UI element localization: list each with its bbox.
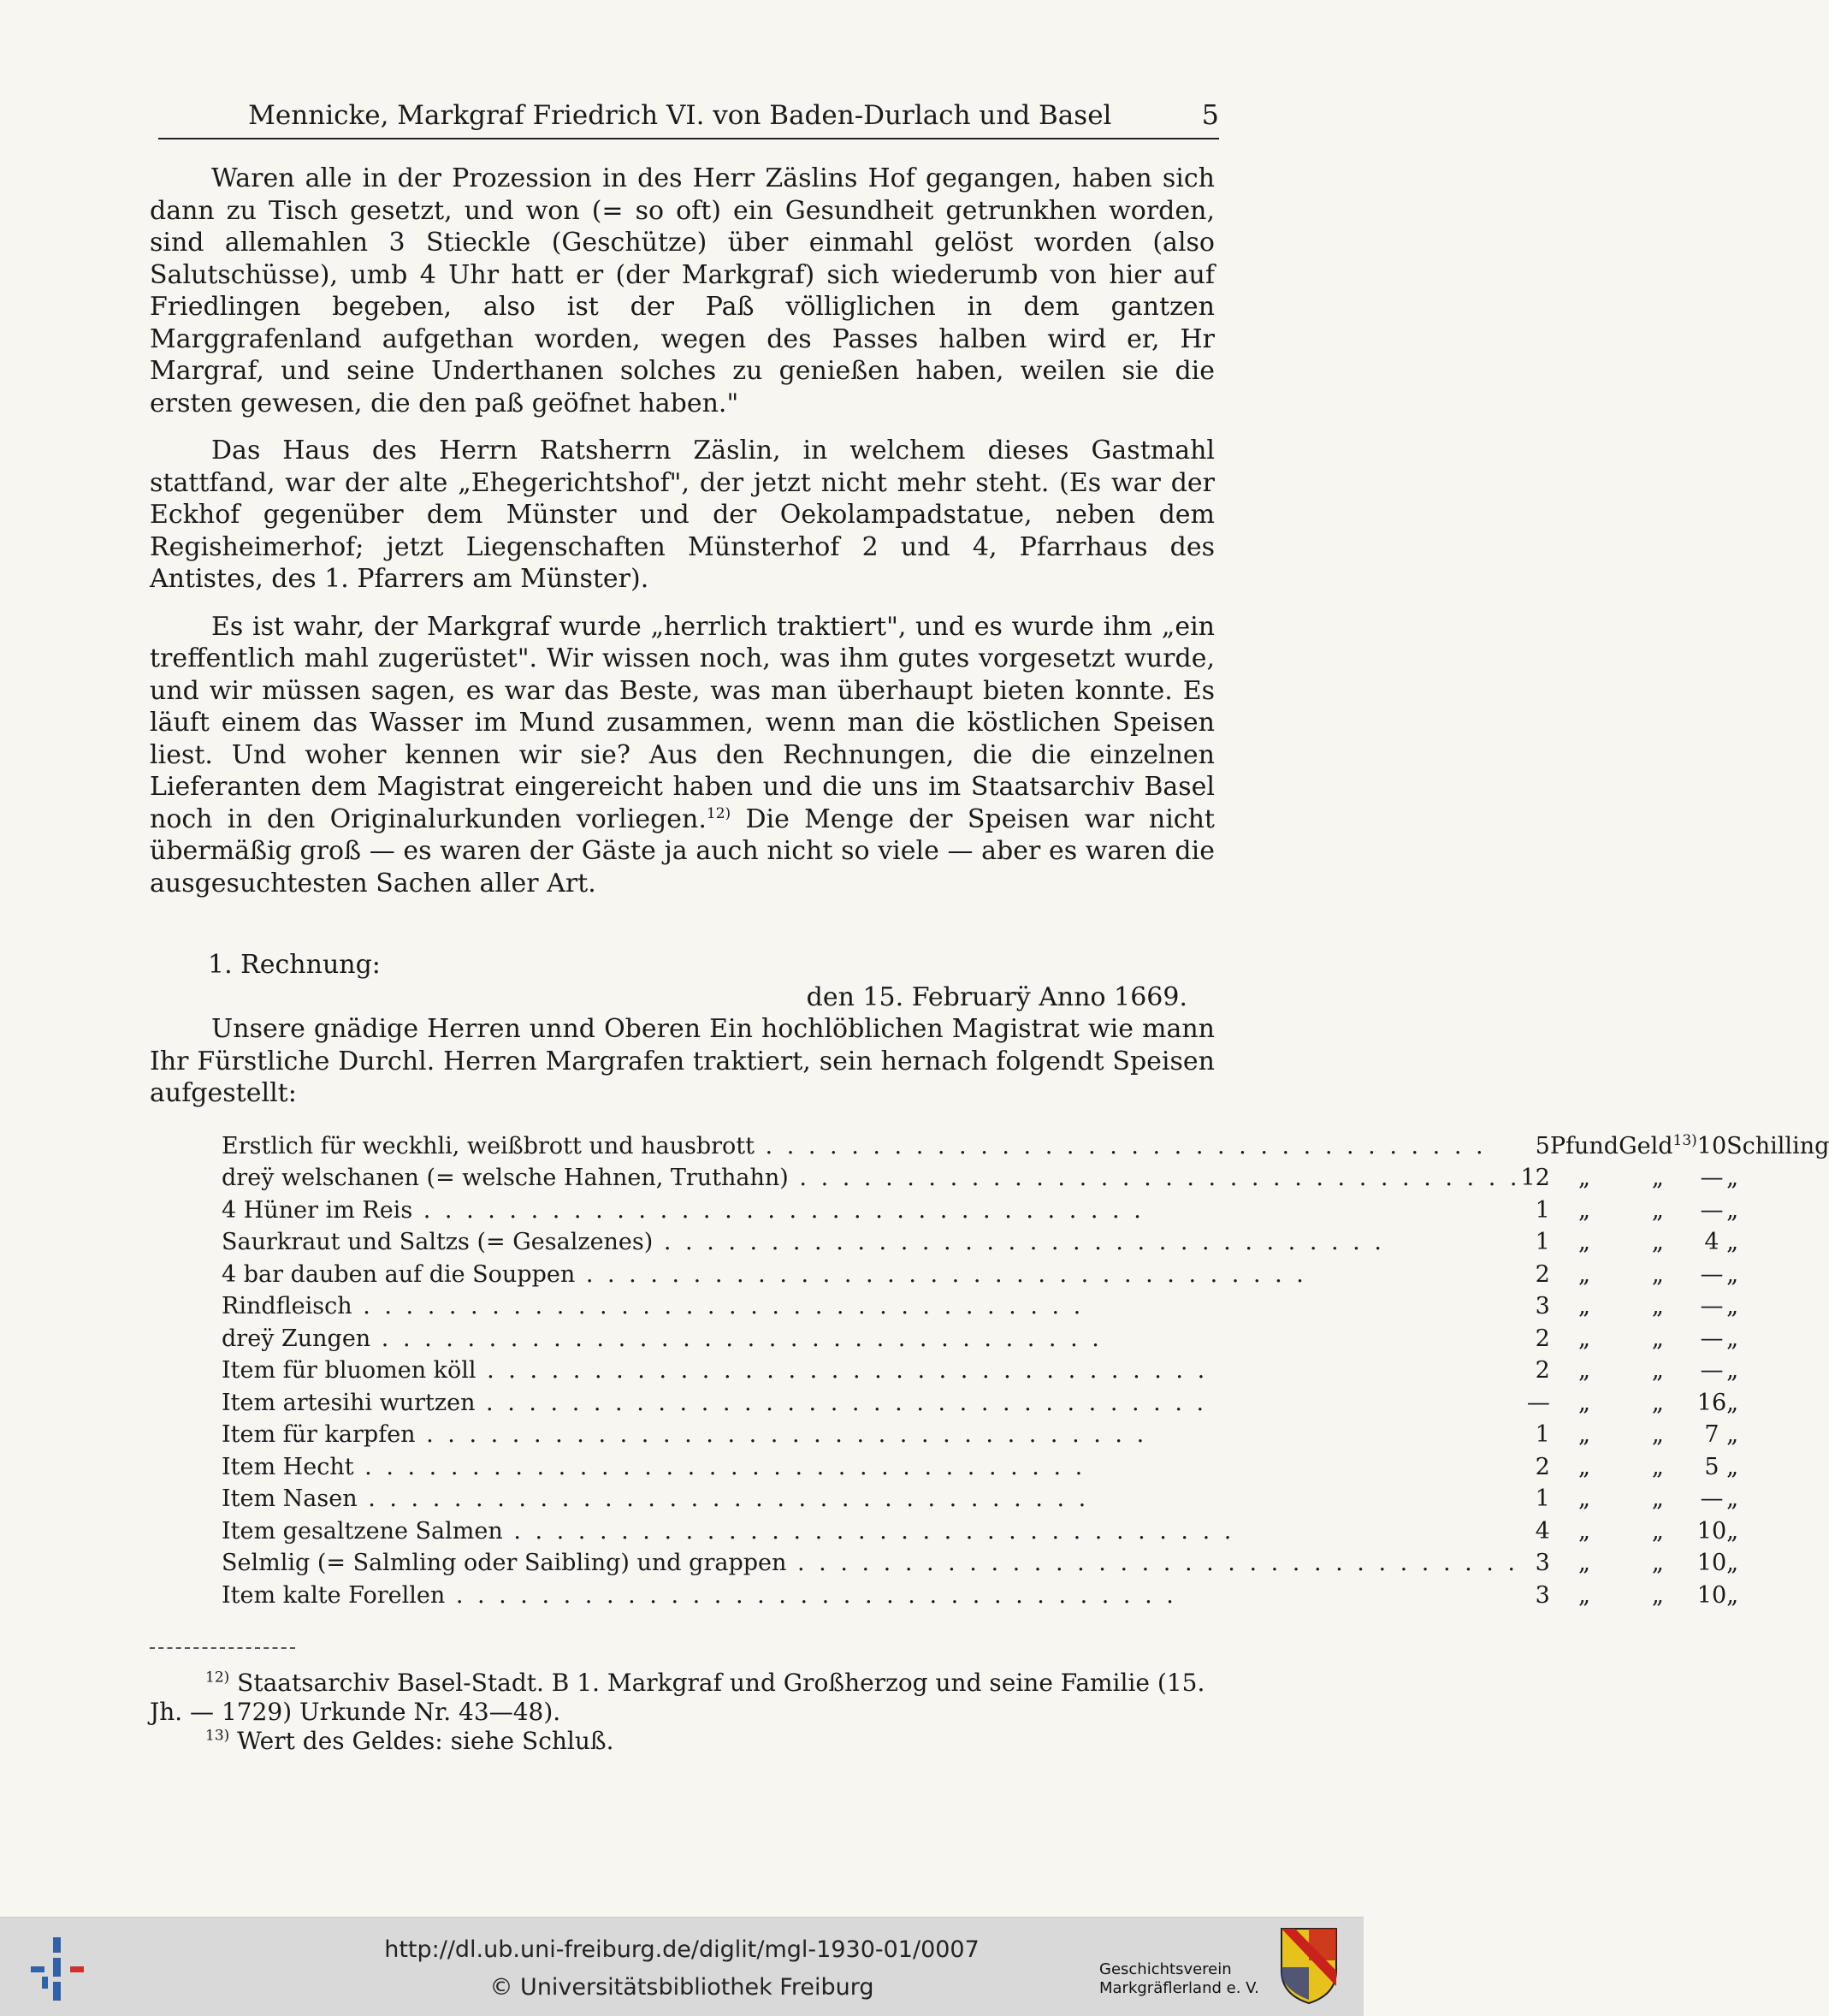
item-unit-schilling: „ — [1726, 1581, 1739, 1609]
date-line: den 15. Februarÿ Anno 1669. — [806, 981, 1187, 1012]
item-unit-pfund: „ — [1577, 1550, 1590, 1576]
page-number: 5 — [1201, 98, 1219, 131]
bill-table — [222, 1130, 1829, 1612]
item-amount: 12 — [1520, 1165, 1550, 1191]
item-unit-pfund: „ — [1577, 1517, 1590, 1545]
table-row — [222, 1419, 1829, 1451]
leader-dots — [445, 1582, 1177, 1609]
footnote-12-text: Staatsarchiv Basel-Stadt. B 1. Markgraf und Großherzog und seine Familie (15. Jh. — 1729) Urkunde Nr. 43—48). — [150, 1669, 1205, 1726]
item-amount: 1 — [1535, 1421, 1550, 1448]
item-unit-pfund: „ — [1577, 1196, 1590, 1224]
leader-dots — [755, 1133, 1487, 1159]
item-schilling: 10 — [1696, 1132, 1727, 1159]
footnote-12 — [150, 1669, 1210, 1727]
paragraph-3 — [150, 611, 1215, 900]
item-amount: 4 — [1535, 1517, 1550, 1545]
running-header — [158, 98, 1219, 139]
item-unit-geld: „ — [1651, 1517, 1664, 1545]
item-unit-schilling: „ — [1726, 1485, 1739, 1512]
item-unit-geld: „ — [1651, 1196, 1664, 1224]
item-schilling: — — [1700, 1260, 1724, 1288]
item-unit-schilling: „ — [1726, 1421, 1739, 1448]
footnote-ref-13: 13) — [1672, 1131, 1697, 1149]
item-unit-geld: „ — [1651, 1325, 1664, 1352]
table-row — [222, 1130, 1829, 1163]
item-unit-schilling: „ — [1726, 1357, 1739, 1384]
item-name: Item für bluomen köll — [222, 1357, 476, 1384]
footnote-rule — [150, 1647, 295, 1649]
item-unit-geld: „ — [1651, 1550, 1664, 1576]
item-name: Saurkraut und Saltzs (= Gesalzenes) — [222, 1229, 654, 1255]
item-unit-geld: „ — [1651, 1260, 1664, 1288]
item-amount: 3 — [1535, 1550, 1550, 1576]
item-unit-schilling: „ — [1726, 1229, 1739, 1255]
item-unit-pfund: „ — [1577, 1165, 1590, 1191]
item-name: Item gesaltzene Salmen — [222, 1517, 503, 1545]
item-unit-geld: „ — [1651, 1293, 1664, 1319]
item-name: Rindfleisch — [222, 1293, 352, 1319]
rechnung-label: 1. Rechnung: — [208, 950, 381, 980]
paragraph-2: Das Haus des Herrn Ratsherrn Zäslin, in welchem dieses Gastmahl stattfand, war der alte „Ehegerichtshof", der jetzt nicht mehr steht. (Es war der Eckhof gegenüber dem Münster und der Oekolampadstatue, neben dem Regisheimerhof; jetzt Liegenschaften Münsterhof 2 und 4, Pfarrhaus des Antistes, des 1. Pfarrers am Münster). — [150, 436, 1215, 594]
footer-bar — [0, 1917, 1364, 2016]
item-schilling: — — [1700, 1196, 1724, 1224]
item-unit-pfund: „ — [1577, 1293, 1590, 1319]
leader-dots — [358, 1485, 1090, 1512]
item-amount: 2 — [1535, 1357, 1550, 1384]
item-unit-pfund: „ — [1577, 1325, 1590, 1352]
leader-dots — [575, 1261, 1307, 1288]
item-unit-geld: „ — [1651, 1357, 1664, 1384]
leader-dots — [503, 1518, 1235, 1545]
item-amount: 1 — [1535, 1196, 1550, 1224]
body-text — [150, 163, 1829, 1611]
table-row — [222, 1162, 1829, 1195]
leader-dots — [476, 1357, 1209, 1384]
item-amount: 1 — [1535, 1485, 1550, 1512]
item-name: Item Hecht — [222, 1453, 354, 1480]
table-row — [222, 1483, 1829, 1515]
item-unit-geld: „ — [1651, 1421, 1664, 1448]
item-unit-pfund: Pfund — [1549, 1132, 1619, 1159]
item-amount: 2 — [1535, 1325, 1550, 1352]
item-unit-geld: „ — [1651, 1453, 1664, 1480]
leader-dots — [416, 1421, 1148, 1448]
item-name: dreÿ welschanen (= welsche Hahnen, Truthahn) — [222, 1165, 789, 1191]
table-row — [222, 1195, 1829, 1227]
leader-dots — [412, 1197, 1145, 1224]
item-amount: 2 — [1535, 1260, 1550, 1288]
item-name: Erstlich für weckhli, weißbrott und hausbrott — [222, 1132, 755, 1159]
society-line-2: Markgräflerland e. V. — [1099, 1979, 1259, 1997]
item-unit-pfund: „ — [1577, 1389, 1590, 1416]
item-unit-schilling: „ — [1726, 1196, 1739, 1224]
item-schilling: 10 — [1696, 1581, 1727, 1609]
item-name: Item kalte Forellen — [222, 1581, 446, 1609]
item-name: Selmlig (= Salmling oder Saibling) und grappen — [222, 1550, 787, 1576]
item-name: 4 bar dauben auf die Souppen — [222, 1260, 576, 1288]
item-schilling: 16 — [1696, 1389, 1727, 1416]
item-unit-pfund: „ — [1577, 1229, 1590, 1255]
item-schilling: — — [1700, 1293, 1724, 1319]
item-schilling: — — [1700, 1485, 1724, 1512]
leader-dots — [653, 1229, 1385, 1255]
leader-dots — [789, 1165, 1521, 1191]
item-amount: 2 — [1535, 1453, 1550, 1480]
item-unit-pfund: „ — [1577, 1260, 1590, 1288]
item-amount: — — [1526, 1389, 1550, 1416]
footnotes — [150, 1669, 1210, 1756]
footnote-12-mark: 12) — [205, 1669, 230, 1687]
item-unit-geld: „ — [1651, 1485, 1664, 1512]
item-unit-geld: „ — [1651, 1389, 1664, 1416]
footnote-13-text: Wert des Geldes: siehe Schluß. — [229, 1727, 614, 1755]
footnote-13-mark: 13) — [205, 1727, 230, 1745]
footnote-13 — [150, 1727, 1210, 1756]
item-name: Item artesihi wurtzen — [222, 1389, 476, 1416]
leader-dots — [354, 1454, 1086, 1480]
item-schilling: 5 — [1704, 1453, 1719, 1480]
leader-dots — [786, 1550, 1518, 1576]
society-line-1: Geschichtsverein — [1099, 1960, 1232, 1978]
item-unit-schilling: „ — [1726, 1517, 1739, 1545]
table-row — [222, 1226, 1829, 1259]
item-name: Item Nasen — [222, 1485, 358, 1512]
item-name: dreÿ Zungen — [222, 1325, 371, 1352]
item-unit-schilling: „ — [1726, 1165, 1739, 1191]
item-schilling: 10 — [1696, 1517, 1727, 1545]
copyright-notice: © Universitätsbibliothek Freiburg — [489, 1974, 874, 2001]
item-schilling: 10 — [1696, 1550, 1727, 1576]
item-amount: 3 — [1535, 1293, 1550, 1319]
header-title: Mennicke, Markgraf Friedrich VI. von Baden-Durlach und Basel — [248, 100, 1112, 131]
item-unit-schilling: „ — [1726, 1293, 1739, 1319]
table-row — [222, 1547, 1829, 1580]
society-name — [1099, 1960, 1259, 1998]
leader-dots — [352, 1293, 1085, 1319]
item-schilling: — — [1700, 1325, 1724, 1352]
source-url[interactable]: http://dl.ub.uni-freiburg.de/diglit/mgl-1930-01/0007 — [384, 1936, 980, 1963]
item-schilling: 4 — [1704, 1229, 1719, 1255]
item-name: 4 Hüner im Reis — [222, 1196, 413, 1224]
item-unit-geld: „ — [1651, 1165, 1664, 1191]
footnote-ref-12: 12) — [706, 804, 731, 822]
item-unit-schilling: „ — [1726, 1325, 1739, 1352]
item-unit-pfund: „ — [1577, 1421, 1590, 1448]
item-unit-schilling: „ — [1726, 1453, 1739, 1480]
item-name: Item für karpfen — [222, 1421, 416, 1448]
item-unit-geld: „ — [1651, 1581, 1664, 1609]
item-schilling: 7 — [1704, 1421, 1719, 1448]
leader-dots — [475, 1390, 1207, 1416]
item-unit-pfund: „ — [1577, 1485, 1590, 1512]
item-schilling: — — [1700, 1357, 1724, 1384]
table-row — [222, 1323, 1829, 1355]
table-row — [222, 1259, 1829, 1291]
leader-dots — [370, 1325, 1103, 1352]
item-amount: 5 — [1535, 1132, 1550, 1159]
table-row — [222, 1290, 1829, 1323]
item-amount: 3 — [1535, 1581, 1550, 1609]
item-unit-schilling: „ — [1726, 1389, 1739, 1416]
item-unit-geld: Geld — [1619, 1132, 1673, 1159]
table-row — [222, 1515, 1829, 1548]
item-unit-geld: „ — [1651, 1229, 1664, 1255]
table-row — [222, 1387, 1829, 1420]
paragraph-1: Waren alle in der Prozession in des Herr Zäslins Hof gegangen, haben sich dann zu Tisch gesetzt, und won (= so oft) ein Gesundheit getrunkhen worden, sind allemahlen 3 Stieckle (Geschütze) über einmahl gelöst worden (also Salutschüsse), umb 4 Uhr hatt er (der Markgraf) sich wiederumb von hier auf Friedlingen begeben, also ist der Paß völliglichen in dem gantzen Marggrafenland aufgethan worden, wegen des Passes halben wird er, Hr Margraf, und seine Underthanen solches zu genießen haben, weilen sie die ersten gewesen, die den paß geöfnet haben." — [150, 163, 1215, 418]
item-unit-schilling: „ — [1726, 1260, 1739, 1288]
item-unit-schilling: „ — [1726, 1550, 1739, 1576]
paragraph-3-text: Es ist wahr, der Markgraf wurde „herrlich traktiert", und es wurde ihm „ein treffentlich mahl zugerüstet". Wir wissen noch, was ihm gutes vorgesetzt wurde, und wir müssen sagen, es war das Beste, was man überhaupt bieten konnte. Es läuft einem das Wasser im Mund zusammen, wenn man die köstlichen Speisen liest. Und woher kennen wir sie? Aus den Rechnungen, die die einzelnen Lieferanten dem Magistrat eingereicht haben und die uns im Staatsarchiv Basel noch in den Originalurkunden vorliegen. — [150, 611, 1215, 834]
item-unit-pfund: „ — [1577, 1453, 1590, 1480]
coat-of-arms-icon — [1279, 1926, 1339, 2005]
item-unit-pfund: „ — [1577, 1581, 1590, 1609]
rechnung-intro: Unsere gnädige Herren unnd Oberen Ein hochlöblichen Magistrat wie mann Ihr Fürstliche Durchl. Herren Margrafen traktiert, sein hernach folgendt Speisen aufgestellt: — [150, 1014, 1215, 1108]
item-schilling: — — [1700, 1165, 1724, 1191]
item-unit-schilling: Schilling — [1726, 1132, 1829, 1159]
item-amount: 1 — [1535, 1229, 1550, 1255]
item-unit-pfund: „ — [1577, 1357, 1590, 1384]
table-row — [222, 1580, 1829, 1612]
table-row — [222, 1451, 1829, 1484]
table-row — [222, 1355, 1829, 1387]
paragraph-3-text-after: Die Menge der Speisen war nicht übermäßig groß — es waren der Gäste ja auch nicht so viele — aber es waren die ausgesuchtesten Sachen aller Art. — [150, 803, 1215, 898]
